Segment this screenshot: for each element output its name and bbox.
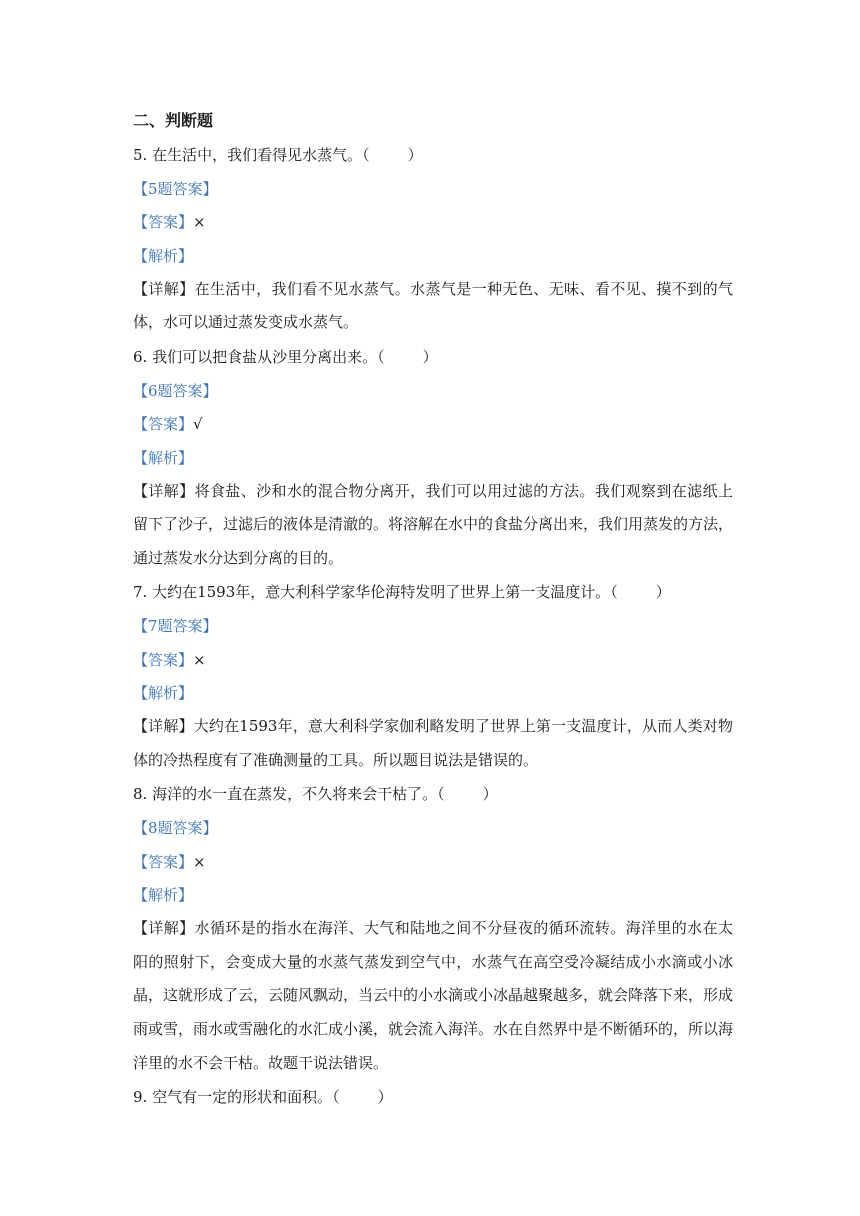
answer-label: 【答案】 [133, 213, 194, 232]
answer-header-7: 【7题答案】 [133, 617, 218, 636]
question-8-close: ） [482, 785, 498, 804]
answer-6 [133, 411, 733, 437]
question-6-close: ） [422, 347, 438, 366]
question-8-text: 8. 海洋的水一直在蒸发，不久将来会干枯了。（ [133, 785, 445, 804]
question-9-close: ） [377, 1088, 393, 1107]
detail-8 [133, 912, 733, 1081]
detail-5 [133, 273, 733, 340]
detail-label: 【详解】 [133, 481, 195, 500]
answer-label: 【答案】 [133, 852, 194, 871]
question-9-text: 9. 空气有一定的形状和面积。（ [133, 1088, 340, 1107]
detail-label: 【详解】 [133, 279, 195, 298]
question-6-text: 6. 我们可以把食盐从沙里分离出来。（ [133, 347, 385, 366]
question-5 [133, 142, 733, 168]
question-9 [133, 1084, 733, 1110]
detail-text: 在生活中，我们看不见水蒸气。水蒸气是一种无色、无味、看不见、摸不到的气体，水可以通过蒸发变成水蒸气。 [133, 279, 733, 332]
analysis-label-8: 【解析】 [133, 886, 194, 905]
analysis-label-7: 【解析】 [133, 684, 194, 703]
question-6 [133, 344, 733, 370]
answer-header-6: 【6题答案】 [133, 381, 218, 400]
section-title: 二、判断题 [133, 111, 214, 130]
detail-text: 将食盐、沙和水的混合物分离开，我们可以用过滤的方法。我们观察到在滤纸上留下了沙子，过滤后的液体是清澈的。将溶解在水中的食盐分离出来，我们用蒸发的方法，通过蒸发水分达到分离的目的。 [133, 481, 734, 567]
detail-text: 水循环是的指水在海洋、大气和陆地之间不分昼夜的循环流转。海洋里的水在太阳的照射下，会变成大量的水蒸气蒸发到空气中，水蒸气在高空受冷凝结成小水滴或小冰晶，这就形成了云，云随风飘动，当云中的小水滴或小冰晶越聚越多，就会降落下来，形成雨或雪，雨水或雪融化的水汇成小溪，就会流入海洋。水在自然界中是不断循环的，所以海洋里的水不会干枯。故题干说法错误。 [133, 918, 734, 1072]
analysis-label-5: 【解析】 [133, 247, 194, 266]
detail-text: 大约在1593年，意大利科学家伽利略发明了世界上第一支温度计，从而人类对物体的冷热程度有了准确测量的工具。所以题目说法是错误的。 [133, 717, 733, 769]
answer-5 [133, 209, 733, 235]
detail-label: 【详解】 [133, 717, 194, 736]
answer-value: × [193, 852, 206, 871]
question-8 [133, 781, 733, 807]
document-page [133, 108, 733, 1118]
question-5-close: ） [407, 146, 423, 164]
detail-7 [133, 710, 733, 777]
answer-label: 【答案】 [133, 415, 194, 434]
question-7-text: 7. 大约在1593年，意大利科学家华伦海特发明了世界上第一支温度计。（ [133, 583, 618, 602]
answer-value: × [193, 650, 206, 669]
answer-7 [133, 647, 733, 673]
analysis-label-6: 【解析】 [133, 448, 194, 467]
question-7-close: ） [655, 583, 671, 602]
answer-value: × [193, 213, 206, 232]
question-7 [133, 579, 733, 605]
detail-6 [133, 475, 733, 576]
answer-label: 【答案】 [133, 650, 194, 669]
answer-8 [133, 849, 733, 875]
answer-header-5: 【5题答案】 [133, 179, 218, 198]
detail-label: 【详解】 [133, 918, 195, 937]
question-5-text: 5. 在生活中，我们看得见水蒸气。（ [133, 146, 370, 164]
answer-header-8: 【8题答案】 [133, 818, 218, 837]
answer-value: √ [193, 415, 203, 434]
